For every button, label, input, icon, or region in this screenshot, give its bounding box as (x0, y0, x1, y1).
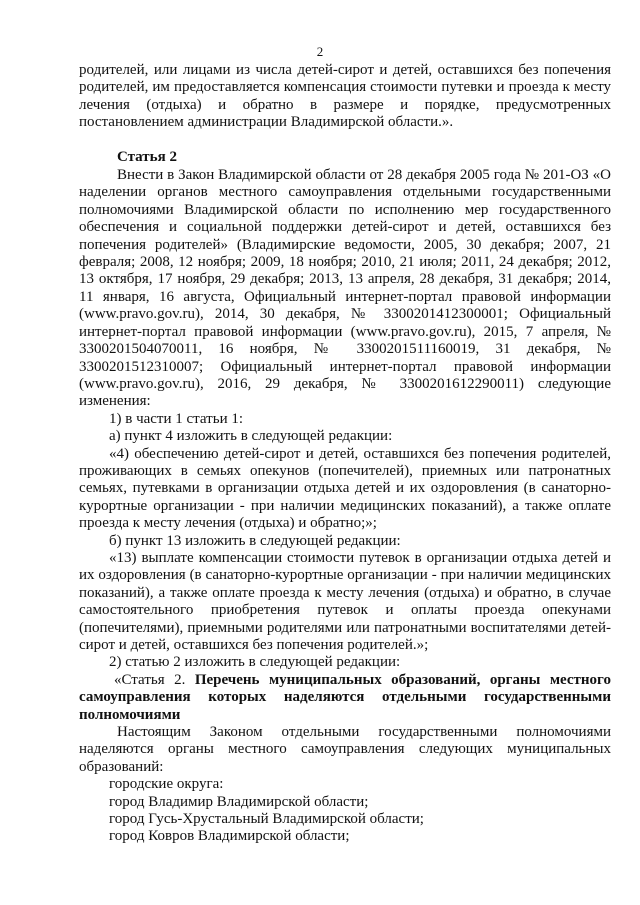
article2-title-lead: «Статья 2. (114, 671, 186, 688)
list-item-point13: б) пункт 13 изложить в следующей редакции: (109, 532, 401, 549)
page-number: 2 (316, 44, 324, 59)
paragraph-continuation: родителей, или лицами из числа детей-сирот и детей, оставшихся без попечения родителей, им предоставляется компенсация стоимости путевки и проезда к месту лечения (отдыха) и обратно в размере и порядке, предусмотренных постановлением администрации Владимирской области.». (79, 62, 611, 131)
paragraph-amendment-intro: Внести в Закон Владимирской области от 28 декабря 2005 года № 201-ОЗ «О наделении органов местного самоуправления отдельными государственными полномочиями Владимирской области по исполнению мер государственного обеспечения и социальной поддержки детей-сирот и детей, оставшихся без попечения родителей» (Владимирские ведомости, 2005, 30 декабря; 2007, 21 февраля; 2008, 12 ноября; 2009, 18 ноября; 2010, 21 июля; 2011, 24 декабря; 2012, 13 октября, 17 ноября, 29 декабря; 2013, 13 апреля, 28 декабря, 31 декабря; 2014, 11 января, 16 августа, Официальный интернет-портал правовой информации (www.pravo.gov.ru), 2014, 30 декабря, № 3300201412300001; Официальный интернет-портал правовой информации (www.pravo.gov.ru), 2015, 7 апреля, № 3300201504070011, 16 ноября, № 3300201511160019, 31 декабря, № 3300201512310007; Официальный интернет-портал правовой информации (www.pravo.gov.ru), 2016, 29 декабря, № 3300201612290011) следующие изменения: (79, 167, 611, 410)
article2-title (79, 672, 611, 724)
paragraph-point13-text: «13) выплате компенсации стоимости путевок в организации отдыха детей и их оздоровления (в санаторно-курортные организации - при наличии медицинских показаний), а также оплате проезда к месту лечения (отдыха) и обратно, в случае самостоятельного приобретения путевок и оплаты проезда опекунами (попечителями), приемными родителями или патронатными воспитателями детей-сирот и детей, оставшихся без попечения родителей.»; (79, 549, 611, 653)
list-item-vladimir: город Владимир Владимирской области; (109, 793, 369, 810)
list-item-point4: а) пункт 4 изложить в следующей редакции: (109, 428, 393, 445)
article-heading: Статья 2 (117, 148, 177, 165)
list-item-part1: 1) в части 1 статьи 1: (109, 410, 244, 427)
paragraph-law-scope: Настоящим Законом отдельными государственными полномочиями наделяются органы местного самоуправления следующих муниципальных образований: (79, 724, 611, 775)
article2-title-bold: Перечень муниципальных образований, органы местного самоуправления которых наделяются отдельными государственными полномочиями (79, 671, 611, 723)
list-item-article2: 2) статью 2 изложить в следующей редакции: (109, 654, 401, 671)
document-body (79, 62, 611, 846)
list-item-gus-khrustalny: город Гусь-Хрустальный Владимирской области; (109, 811, 424, 828)
list-item-city-districts: городские округа: (109, 776, 224, 793)
list-item-kovrov: город Ковров Владимирской области; (109, 828, 350, 845)
paragraph-point4-text: «4) обеспечению детей-сирот и детей, оставшихся без попечения родителей, проживающих в семьях опекунов (попечителей), приемных или патронатных семьях, путевками в организации отдыха детей и их оздоровления (в санаторно-курортные организации - при наличии медицинских показаний), а также оплате проезда к месту лечения (отдыха) и обратно;»; (79, 445, 611, 532)
